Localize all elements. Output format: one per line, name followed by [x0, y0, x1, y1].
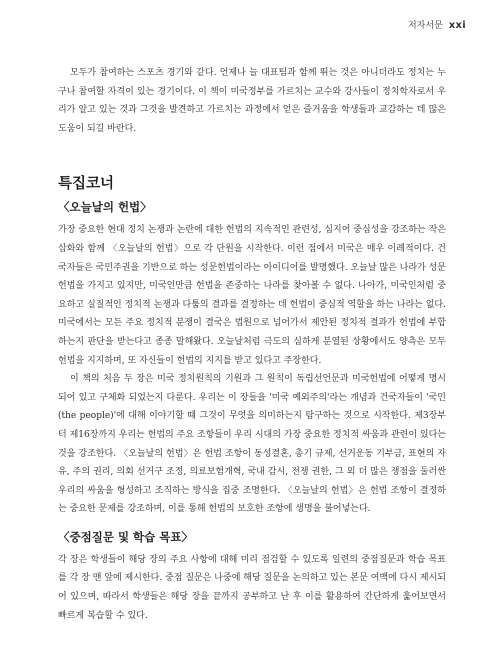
- body-paragraph: 가장 중요한 현대 정치 논쟁과 논란에 대한 헌법의 지속적인 관련성, 심지어 중심성을 강조하는 작은 삽화와 함께 〈오늘날의 헌법〉으로 각 단원을 시작한다. 이런 점에서 미국은 매우 이례적이다. 건국자들은 국민주권을 기반으로 하는 성문헌법이라는 아이디어를 발명했다. 오늘날 많은 나라가 성문헌법을 가지고 있지만, 미국인만큼 헌법을 존중하는 나라를 찾아볼 수 없다. 나아가, 미국인처럼 중요하고 실질적인 정치적 논쟁과 다툼의 결과를 결정하는 데 헌법이 중심적 역할을 하는 나라는 없다. 미국에서는 모든 주요 정치적 분쟁이 결국은 법원으로 넘어가서 제안된 정치적 결과가 헌법에 부합하는지 판단을 받는다고 종종 말해왔다. 오늘날처럼 극도의 심하게 분열된 상황에서도 양측은 모두 헌법을 지지하며, 또 자신들이 헌법의 지지를 받고 있다고 주장한다.: [58, 225, 446, 366]
- body-paragraph: 이 책의 처음 두 장은 미국 정치원칙의 기원과 그 원칙이 독립선언문과 미국헌법에 어떻게 명시되어 있고 구체화 되었는지 다룬다. 우리는 이 장들을 '미국 예외주의'라는 개념과 건국자들이 '국민(the people)'에 대해 이야기할 때 그것이 무엇을 의미하는지 탐구하는 것으로 시작한다. 제3장부터 제16장까지 우리는 헌법의 주요 조항들이 우리 시대의 가장 중요한 정치적 싸움과 관련이 있다는 것을 강조한다. 〈오늘날의 헌법〉은 헌법 조항이 동성결혼, 총기 규제, 선거운동 기부금, 표현의 자유, 주의 권리, 의회 선거구 조정, 의료보험개혁, 국내 감시, 전쟁 권한, 그 외 더 많은 쟁점을 둘러싼 우리의 싸움을 형성하고 조직하는 방식을 집중 조명한다. 〈오늘날의 헌법〉은 헌법 조항이 결정하는 중요한 문제를 강조하며, 이를 통해 헌법의 보호한 조항에 생명을 불어넣는다.: [58, 374, 446, 515]
- page-body: [58, 64, 446, 625]
- body-paragraph: 각 장은 학생들이 해당 장의 주요 사항에 대해 미리 점검할 수 있도록 일련의 중점질문과 학습 목표를 각 장 맨 앞에 제시한다. 중점 질문은 나중에 해당 질문을 논의하고 있는 본문 여백에 다시 제시되어 있으며, 따라서 학생들은 해당 장을 끝까지 공부하고 난 후 이를 활용하여 간단하게 훑어보면서 빠르게 복습할 수 있다.: [58, 554, 446, 621]
- intro-paragraph: 모두가 참여하는 스포츠 경기와 같다. 언제나 늘 대표팀과 함께 뛰는 것은 아니더라도 정치는 누구나 참여할 자격이 있는 경기이다. 이 책이 미국정부를 가르치는 교수와 강사들이 정치학자로서 우리가 알고 있는 것과 그것을 발견하고 가르치는 과정에서 얻은 즐거움을 학생들과 교감하는 데 많은 도움이 되길 바란다.: [58, 68, 446, 134]
- section-title: 특집코너: [58, 176, 115, 193]
- running-header-section: 저자서문: [407, 21, 443, 31]
- running-header: [408, 18, 466, 31]
- page-number: xxi: [448, 20, 466, 31]
- subsection-heading-key-questions: 〈중점질문 및 학습 목표〉: [58, 529, 193, 544]
- subsection-heading-constitution-today: 〈오늘날의 헌법〉: [58, 200, 152, 215]
